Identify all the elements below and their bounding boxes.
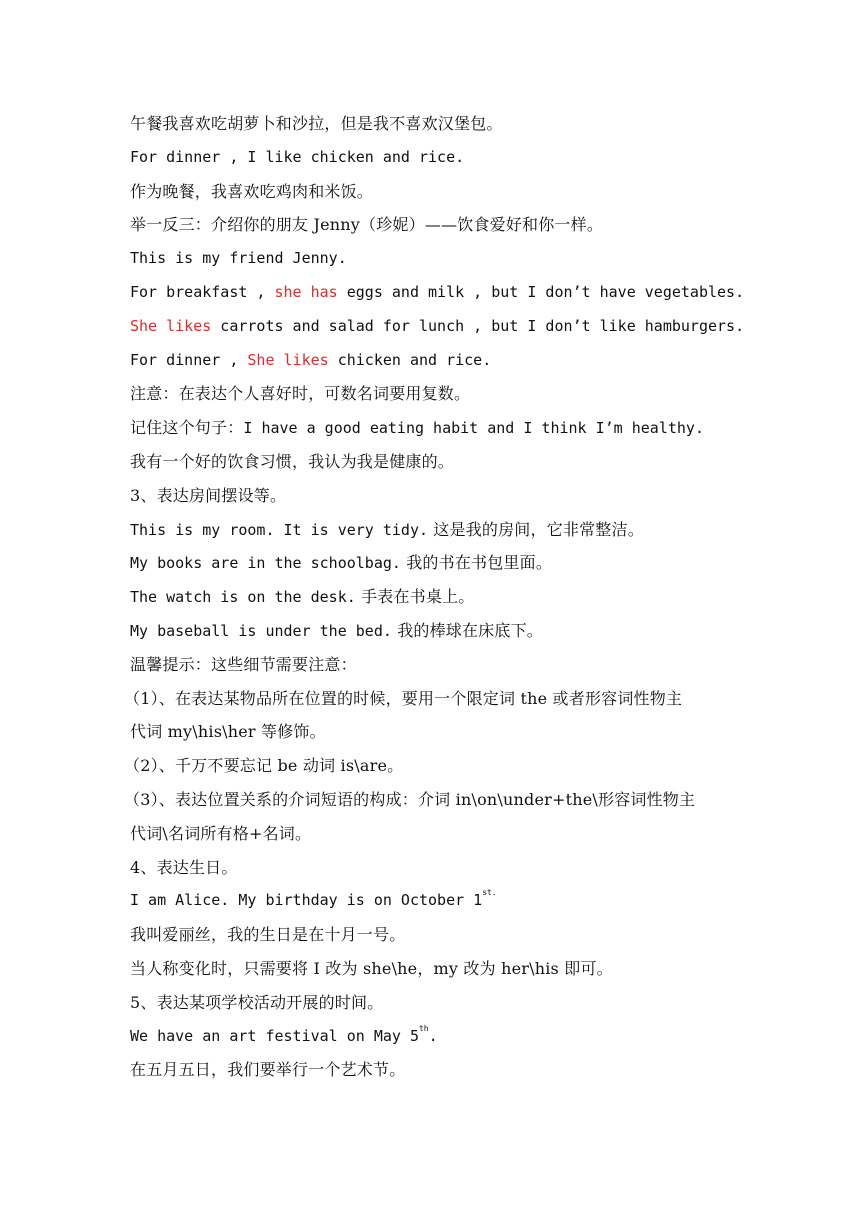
text-line: For dinner , I like chicken and rice. bbox=[130, 147, 465, 166]
text-segment: 手表在书桌上。 bbox=[355, 587, 475, 607]
text-line: 代词 my\his\her 等修饰。 bbox=[130, 722, 326, 742]
text-line: 我有一个好的饮食习惯，我认为我是健康的。 bbox=[130, 451, 455, 471]
highlighted-phrase: she has bbox=[274, 282, 338, 301]
text-line bbox=[130, 276, 745, 310]
text-line: 代词\名词所有格+名词。 bbox=[130, 823, 312, 843]
section-heading: 4、表达生日。 bbox=[130, 857, 238, 877]
text-segment: carrots and salad for lunch , but I don’t like hamburgers. bbox=[211, 316, 745, 335]
text-line bbox=[130, 1020, 740, 1054]
text-segment: chicken and rice. bbox=[328, 350, 492, 369]
highlighted-phrase: She likes bbox=[247, 350, 329, 369]
text-line: （1）、在表达某物品所在位置的时候，要用一个限定词 the 或者形容词性物主 bbox=[124, 688, 683, 708]
text-segment: For breakfast , bbox=[130, 282, 275, 301]
text-line: 午餐我喜欢吃胡萝卜和沙拉，但是我不喜欢汉堡包。 bbox=[130, 114, 503, 133]
text-line bbox=[130, 513, 740, 547]
text-segment: The watch is on the desk. bbox=[130, 588, 356, 607]
text-segment: My baseball is under the bed. bbox=[130, 621, 392, 640]
text-segment: We have an art festival on May 5 bbox=[130, 1026, 419, 1045]
section-heading: 5、表达某项学校活动开展的时间。 bbox=[130, 992, 384, 1012]
text-line: 举一反三：介绍你的朋友 Jenny（珍妮）——饮食爱好和你一样。 bbox=[130, 215, 604, 235]
text-segment: I have a good eating habit and I think I’m healthy. bbox=[243, 419, 704, 438]
text-segment: I am Alice. My birthday is on October 1 bbox=[130, 891, 483, 910]
text-segment: For dinner , bbox=[130, 350, 248, 369]
text-line: 我叫爱丽丝，我的生日是在十月一号。 bbox=[130, 925, 406, 945]
text-line: This is my friend Jenny. bbox=[130, 249, 347, 268]
text-segment: . bbox=[428, 1026, 438, 1045]
text-line bbox=[130, 344, 740, 378]
highlighted-phrase: She likes bbox=[130, 316, 212, 335]
text-line bbox=[130, 580, 740, 614]
text-line bbox=[130, 884, 740, 918]
ordinal-suffix: th bbox=[418, 1023, 429, 1033]
text-line: 当人称变化时，只需要将 I 改为 she\he，my 改为 her\his 即可。 bbox=[130, 958, 613, 978]
text-line: 作为晚餐，我喜欢吃鸡肉和米饭。 bbox=[130, 181, 374, 201]
text-segment: 我的棒球在床底下。 bbox=[391, 620, 543, 640]
text-line bbox=[130, 310, 745, 344]
ordinal-suffix: st. bbox=[482, 888, 497, 898]
text-segment: 我的书在书包里面。 bbox=[400, 553, 553, 573]
text-line: 温馨提示：这些细节需要注意： bbox=[130, 654, 357, 674]
text-segment: 这是我的房间，它非常整洁。 bbox=[428, 519, 644, 539]
section-heading: 3、表达房间摆设等。 bbox=[130, 485, 287, 505]
text-line bbox=[130, 546, 740, 580]
text-line: 注意：在表达个人喜好时，可数名词要用复数。 bbox=[130, 384, 471, 404]
text-segment: This is my room. It is very tidy. bbox=[130, 520, 429, 539]
text-line: 在五月五日，我们要举行一个艺术节。 bbox=[130, 1060, 406, 1080]
text-line bbox=[130, 614, 740, 648]
text-segment: eggs and milk , but I don’t have vegetables. bbox=[337, 282, 745, 301]
text-line: （2）、千万不要忘记 be 动词 is\are。 bbox=[124, 756, 404, 776]
document-page bbox=[124, 107, 745, 1087]
text-segment: My books are in the schoolbag. bbox=[130, 554, 401, 573]
text-segment: 记住这个句子： bbox=[130, 418, 244, 438]
text-line: （3）、表达位置关系的介词短语的构成：介词 in\on\under+the\形容词性物主 bbox=[124, 789, 696, 809]
text-line bbox=[130, 411, 740, 445]
